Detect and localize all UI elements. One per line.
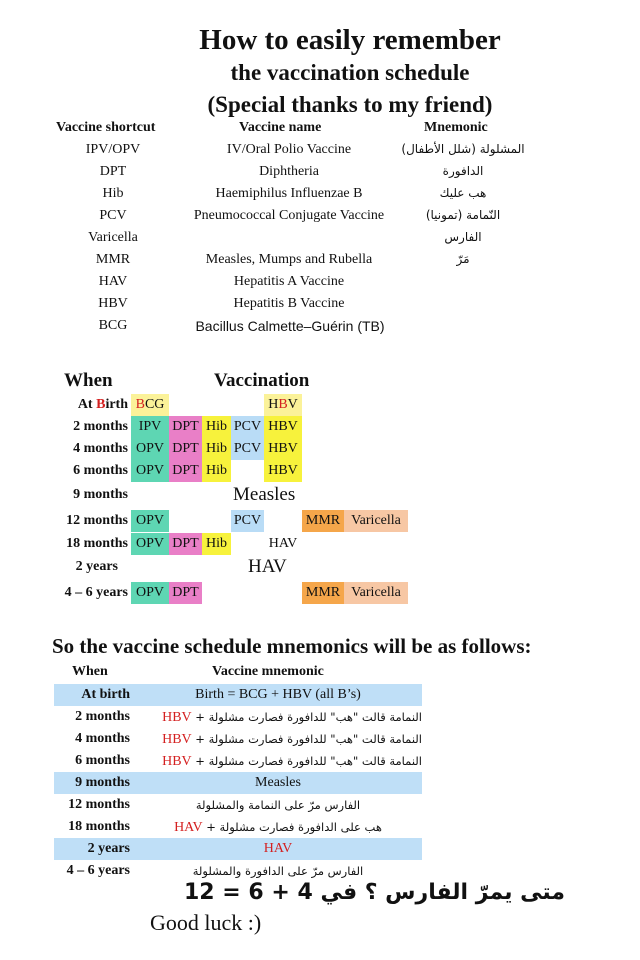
schedule-row-2-years xyxy=(0,556,640,578)
mnemonic-row-2-months xyxy=(54,706,422,728)
table-row xyxy=(52,252,552,274)
schedule-vaccination-header: Vaccination xyxy=(214,370,310,391)
cell-hbv: HBV xyxy=(264,460,302,482)
at-birth-suffix: irth xyxy=(105,397,128,412)
table-row xyxy=(52,164,552,186)
cell-opv: OPV xyxy=(131,510,169,532)
mnemonic-row-4-months xyxy=(54,728,422,750)
mnemonic-when-header: When xyxy=(72,664,108,679)
mnemonic-text: HAV xyxy=(263,841,293,856)
cell-pcv: PCV xyxy=(231,416,264,438)
schedule-label: 9 months xyxy=(73,487,128,502)
mnemonic-row-18-months xyxy=(54,816,422,838)
cell-hbv xyxy=(264,394,302,416)
schedule-label: 18 months xyxy=(66,536,128,551)
table-row xyxy=(52,142,552,164)
vaccine-mnemonic: هب عليك xyxy=(439,186,487,200)
cell-ipv: IPV xyxy=(131,416,169,438)
hbv-b: B xyxy=(278,397,288,412)
schedule-label: 4 months xyxy=(73,441,128,456)
schedule-row-4-6-years xyxy=(0,582,640,604)
mnemonic-text xyxy=(134,754,422,770)
vaccine-name: Pneumococcal Conjugate Vaccine xyxy=(193,208,385,223)
hbv-v: V xyxy=(287,397,298,412)
header-name: Vaccine name xyxy=(239,120,322,135)
cell-opv: OPV xyxy=(131,582,169,604)
mnemonic-when: 4 months xyxy=(75,731,130,746)
table-row xyxy=(52,186,552,208)
vaccine-name: Diphtheria xyxy=(259,164,319,179)
schedule-row-9-months xyxy=(0,484,640,506)
mnemonic-row-12-months xyxy=(54,794,422,816)
mnemonic-arabic: النمامة قالت "هب" للدافورة فصارت مشلولة + xyxy=(195,710,422,724)
cell-opv: OPV xyxy=(131,533,169,555)
schedule-label xyxy=(20,397,128,413)
vaccine-short: BCG xyxy=(98,318,128,333)
mnemonic-when: 6 months xyxy=(75,753,130,768)
cell-opv: OPV xyxy=(131,460,169,482)
cell-hav-large: HAV xyxy=(248,556,287,577)
schedule-when-header: When xyxy=(64,370,113,391)
cell-hav: HAV xyxy=(268,536,298,551)
vaccine-short: MMR xyxy=(95,252,131,267)
schedule-row-birth xyxy=(0,394,640,416)
cell-dpt: DPT xyxy=(169,438,202,460)
mnemonic-header: Vaccine mnemonic xyxy=(212,664,324,679)
cell-mmr: MMR xyxy=(302,510,344,532)
mnemonic-when: 18 months xyxy=(68,819,130,834)
at-birth-b: B xyxy=(96,397,106,412)
hbv-h: H xyxy=(268,397,279,412)
mnemonic-when: 9 months xyxy=(75,775,130,790)
vaccine-short: IPV/OPV xyxy=(85,142,141,157)
mnemonic-row-6-months xyxy=(54,750,422,772)
mnemonic-text: الفارس مرّ على الدافورة والمشلولة xyxy=(192,864,364,878)
cell-varicella: Varicella xyxy=(344,582,408,604)
mnemonic-text xyxy=(134,732,422,748)
schedule-row-18-months xyxy=(0,533,640,555)
mnemonic-hbv: HBV xyxy=(162,754,192,769)
cell-measles: Measles xyxy=(233,484,296,505)
mnemonic-when: 4 – 6 years xyxy=(66,863,130,878)
table-row xyxy=(52,208,552,230)
schedule-label: 2 years xyxy=(75,559,118,574)
vaccine-mnemonic: الدافورة xyxy=(442,164,484,178)
vaccine-mnemonic: المشلولة (شلل الأطفال) xyxy=(401,142,525,156)
cell-opv: OPV xyxy=(131,438,169,460)
mnemonic-text xyxy=(134,710,422,726)
vaccine-short: HBV xyxy=(98,296,128,311)
vaccine-mnemonic: مَرّ xyxy=(456,252,470,266)
schedule-row-6-months xyxy=(0,460,640,482)
cell-varicella: Varicella xyxy=(344,510,408,532)
schedule-row-2-months xyxy=(0,416,640,438)
vaccine-name: Hepatitis A Vaccine xyxy=(233,274,345,289)
cell-dpt: DPT xyxy=(169,416,202,438)
mnemonic-arabic: هب على الدافورة فصارت مشلولة + xyxy=(206,820,382,834)
mnemonic-hbv: HBV xyxy=(162,732,192,747)
cell-mmr: MMR xyxy=(302,582,344,604)
mnemonic-text: الفارس مرّ على النمامة والمشلولة xyxy=(195,798,361,812)
schedule-label: 12 months xyxy=(66,513,128,528)
bcg-rest: CG xyxy=(144,397,165,412)
cell-hib: Hib xyxy=(202,533,231,555)
mnemonic-when: 12 months xyxy=(68,797,130,812)
cell-hib: Hib xyxy=(202,416,231,438)
vaccine-mnemonic: الفارس xyxy=(444,230,482,244)
schedule-row-4-months xyxy=(0,438,640,460)
vaccine-mnemonic: النّمامة (تمونيا) xyxy=(425,208,501,222)
mnemonic-subtitle: So the vaccine schedule mnemonics will be as follows: xyxy=(52,634,532,658)
cell-dpt: DPT xyxy=(169,460,202,482)
page-credit: (Special thanks to my friend) xyxy=(207,92,493,117)
vaccine-name: Bacillus Calmette–Guérin (TB) xyxy=(195,318,385,334)
at-birth-prefix: At xyxy=(77,397,97,412)
mnemonic-when: At birth xyxy=(81,687,130,702)
cell-hib: Hib xyxy=(202,438,231,460)
cell-hib: Hib xyxy=(202,460,231,482)
cell-pcv: PCV xyxy=(231,438,264,460)
mnemonic-text xyxy=(134,820,422,836)
table-row xyxy=(52,318,552,340)
vaccine-short: Hib xyxy=(102,186,124,201)
mnemonic-row-9-months xyxy=(54,772,422,794)
vaccine-short: Varicella xyxy=(88,230,138,245)
mnemonic-text: Birth = BCG + HBV (all B’s) xyxy=(195,687,361,702)
header-mnemonic: Mnemonic xyxy=(424,120,488,135)
page-title: How to easily remember xyxy=(199,24,501,56)
schedule-label: 2 months xyxy=(73,419,128,434)
mnemonic-arabic: النمامة قالت "هب" للدافورة فصارت مشلولة + xyxy=(195,754,422,768)
schedule-row-12-months xyxy=(0,510,640,532)
mnemonic-row-2-years xyxy=(54,838,422,860)
mnemonic-hav: HAV xyxy=(174,820,203,835)
vaccine-name: Measles, Mumps and Rubella xyxy=(205,252,373,267)
cell-pcv: PCV xyxy=(231,510,264,532)
vaccine-name: IV/Oral Polio Vaccine xyxy=(226,142,352,157)
vaccine-name: Hepatitis B Vaccine xyxy=(233,296,345,311)
mnemonic-when: 2 years xyxy=(87,841,130,856)
table-row xyxy=(52,230,552,252)
mnemonic-text: Measles xyxy=(255,775,301,790)
schedule-label: 6 months xyxy=(73,463,128,478)
vaccine-name: Haemiphilus Influenzae B xyxy=(215,186,363,201)
table-row xyxy=(52,296,552,318)
page-subtitle: the vaccination schedule xyxy=(230,60,470,85)
cell-bcg xyxy=(131,394,169,416)
final-equation: متى يمرّ الفارس ؟ في 4 + 6 = 12 xyxy=(184,880,565,905)
vaccine-short: HAV xyxy=(98,274,128,289)
vaccine-short: PCV xyxy=(99,208,127,223)
cell-dpt: DPT xyxy=(169,533,202,555)
cell-hbv: HBV xyxy=(264,438,302,460)
table-row xyxy=(52,274,552,296)
vaccine-short: DPT xyxy=(99,164,127,179)
cell-hbv: HBV xyxy=(264,416,302,438)
bcg-b: B xyxy=(135,397,145,412)
header-shortcut: Vaccine shortcut xyxy=(56,120,156,135)
mnemonic-arabic: النمامة قالت "هب" للدافورة فصارت مشلولة + xyxy=(195,732,422,746)
mnemonic-row-birth xyxy=(54,684,422,706)
cell-dpt: DPT xyxy=(169,582,202,604)
mnemonic-hbv: HBV xyxy=(162,710,192,725)
good-luck-text: Good luck :) xyxy=(150,910,262,935)
schedule-label: 4 – 6 years xyxy=(64,585,128,600)
mnemonic-row-4-6-years xyxy=(54,860,422,882)
mnemonic-when: 2 months xyxy=(75,709,130,724)
